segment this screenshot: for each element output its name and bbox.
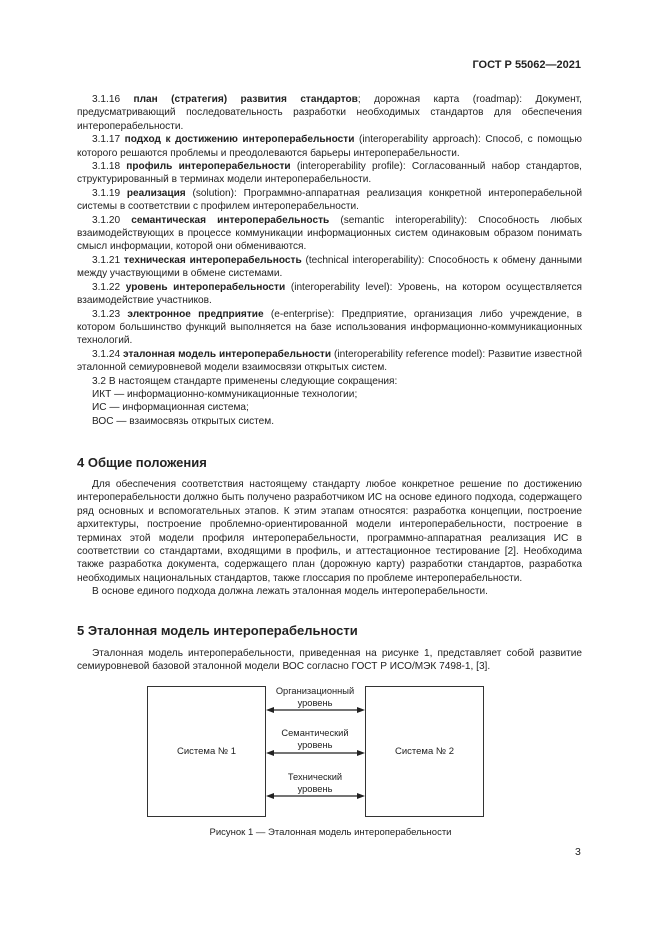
def-number: 3.1.17 (92, 134, 121, 146)
paragraph: В основе единого подхода должна лежать эталонная модель интероперабельности. (92, 586, 488, 598)
paragraph: Для обеспечения соответствия настоящему стандарту любое конкретное решение по достижению интероперабельности должно быть получено разработчиком ИС на основе единого подхода, содержащего ряд основных и вспомогательных этапов. К этим этапам относятся: разработка концепции, построение архитектуры, построение проблемно-ориентированной модели интероперабельности, построение в терминах этой модели профиля интероперабельности, программно-аппаратная реализация ИС в соответствии со стандартами, входящими в профиль, и аттестационное тестирование [2]. Необходима также разработка документа, содержащего план (дорожную карту) разработки стандартов, разработка необходимых национальных стандартов, также глоссария по проблеме интероперабельности. (77, 479, 582, 584)
paragraph: Эталонная модель интероперабельности, приведенная на рисунке 1, представляет собой развитие семиуровневой базовой эталонной модели ВОС согласно ГОСТ Р ИСО/МЭК 7498-1, [3]. (77, 648, 582, 673)
def-term: профиль интероперабельности (126, 161, 291, 173)
def-number: 3.1.18 (92, 161, 121, 173)
definition (77, 254, 582, 281)
def-term: семантическая интероперабельность (131, 214, 330, 226)
section-4-body (77, 478, 582, 599)
def-term: подход к достижению интероперабельности (124, 134, 355, 146)
def-text: (interoperability reference model): Развитие известной эталонной семиуровневой модели взаимосвязи открытых систем. (77, 348, 582, 374)
page-number: 3 (575, 846, 581, 858)
document-header: ГОСТ Р 55062—2021 (472, 59, 581, 71)
def-term: эталонная модель интероперабельности (123, 348, 332, 360)
def-term: реализация (126, 187, 186, 199)
def-text: (technical interoperability): Способность к обмену данными между участвующими в обмене системами. (77, 254, 582, 280)
definition (77, 93, 582, 133)
level-line: Технический (287, 772, 343, 782)
def-text: ; дорожная карта (roadmap): Документ, предусматривающий последовательность разработки необходимых стандартов для обеспечения интероперабельности. (77, 94, 582, 132)
section-5-heading: 5 Эталонная модель интероперабельности (77, 623, 358, 638)
definition (77, 308, 582, 348)
level-line: уровень (297, 783, 333, 794)
bidirectional-arrow-icon (266, 791, 365, 801)
level-line: Организационный (275, 686, 355, 696)
abbreviations-intro: 3.2 В настоящем стандарте применены следующие сокращения: (92, 375, 398, 387)
bidirectional-arrow-icon (266, 705, 365, 715)
def-text: (interoperability approach): Способ, с помощью которого решаются проблемы и преодолеваются барьеры интероперабельности. (77, 134, 582, 159)
level-line: уровень (297, 697, 333, 708)
def-number: 3.1.20 (92, 214, 121, 226)
system-1-label: Система № 1 (176, 746, 236, 757)
definition (77, 187, 582, 214)
abbreviation: ВОС — взаимосвязь открытых систем. (92, 415, 275, 427)
definition (77, 348, 582, 375)
def-term: уровень интероперабельности (125, 281, 286, 293)
abbreviation: ИКТ — информационно-коммуникационные технологии; (92, 388, 358, 400)
def-number: 3.1.16 (92, 94, 121, 105)
abbreviation: ИС — информационная система; (92, 402, 249, 414)
definition (77, 281, 582, 308)
def-number: 3.1.24 (92, 348, 121, 360)
def-term: электронное предприятие (127, 308, 264, 320)
def-text: (interoperability profile): Согласованный набор стандартов, структурированный в терминах модели интероперабельности. (77, 161, 582, 186)
definition (77, 160, 582, 187)
def-number: 3.1.21 (92, 254, 121, 266)
system-1-box (147, 686, 266, 817)
section-4-heading: 4 Общие положения (77, 455, 207, 470)
definitions-section (77, 93, 582, 428)
def-term: план (стратегия) развития стандартов (133, 94, 358, 105)
system-2-label: Система № 2 (394, 746, 454, 757)
def-number: 3.1.19 (92, 187, 121, 199)
bidirectional-arrow-icon (266, 748, 365, 758)
level-line: Семантический (281, 728, 349, 738)
section-5-body (77, 647, 582, 674)
def-text: (semantic interoperability): Способность любых взаимодействующих в процессе коммуникации информационных систем одинаковым образом понимать смысл информации, которой они обмениваются. (77, 214, 582, 253)
figure-caption: Рисунок 1 — Эталонная модель интероперабельности (209, 827, 452, 838)
level-line: уровень (297, 739, 333, 750)
definition (77, 214, 582, 254)
definition (77, 133, 582, 160)
system-2-box (365, 686, 484, 817)
def-number: 3.1.22 (92, 281, 121, 293)
def-number: 3.1.23 (92, 308, 121, 320)
def-text: (solution): Программно-аппаратная реализация конкретной интероперабельной системы в соответствии с профилем интероперабельности. (77, 187, 582, 213)
def-text: (e-enterprise): Предприятие, организация либо учреждение, в котором большинство функций выполняется на базе использования информационно-коммуникационных технологий. (77, 308, 582, 347)
def-term: техническая интероперабельность (123, 254, 302, 266)
def-text: (interoperability level): Уровень, на котором осуществляется взаимодействие участников. (77, 281, 583, 307)
